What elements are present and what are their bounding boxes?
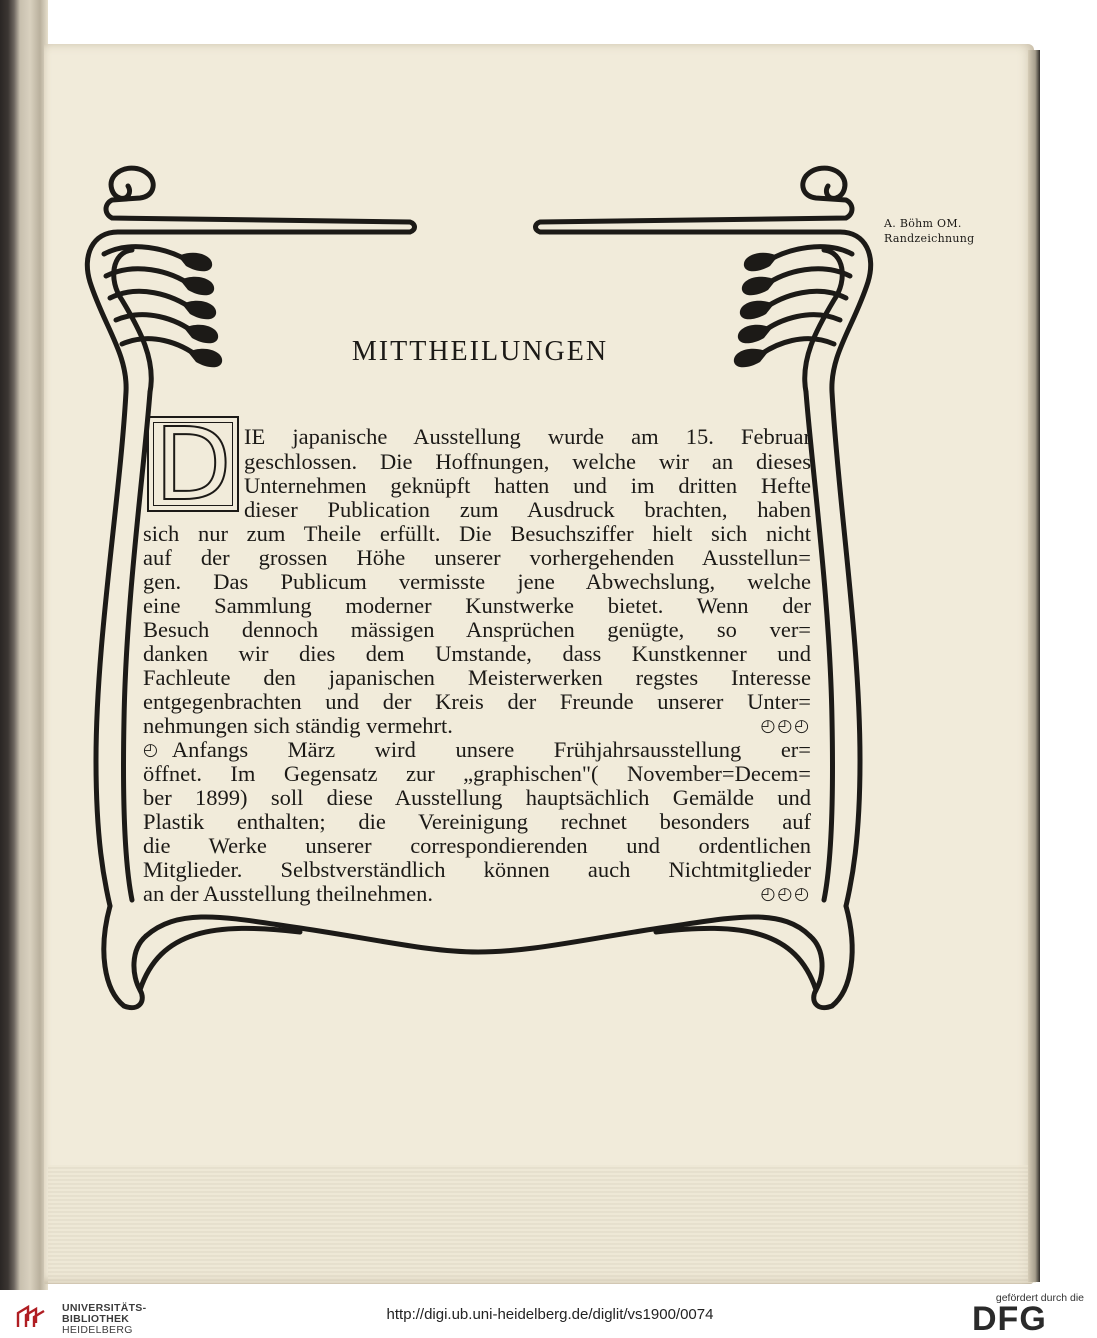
- text-line: Anfangs März wird unsere Frühjahrsausstellung er=: [171, 737, 811, 762]
- university-logo-icon[interactable]: [14, 1303, 56, 1329]
- paragraph-start-ornament: ◴: [143, 740, 158, 760]
- permalink-url[interactable]: http://digi.ub.uni-heidelberg.de/diglit/vs1900/0074: [386, 1306, 714, 1323]
- text-line: IE japanische Ausstellung wurde am 15. Februar: [244, 424, 811, 449]
- funder-label: gefördert durch die: [995, 1292, 1084, 1304]
- text-line: die Werke unserer correspondierenden und ordentlichen: [143, 833, 811, 858]
- paragraph-end-ornament: ◴◴◴: [760, 884, 811, 904]
- text-line: entgegenbrachten und der Kreis der Freunde unserer Unter=: [143, 689, 811, 714]
- text-line: sich nur zum Theile erfüllt. Die Besuchsziffer hielt sich nicht: [143, 521, 811, 546]
- library-line-2: BIBLIOTHEK: [62, 1313, 130, 1325]
- text-line: auf der grossen Höhe unserer vorhergehenden Ausstellun=: [143, 545, 811, 570]
- text-line: danken wir dies dem Umstande, dass Kunstkenner und: [143, 641, 811, 666]
- library-line-3: HEIDELBERG: [62, 1324, 133, 1336]
- caption-note: Randzeichnung: [884, 232, 975, 245]
- library-line-1: UNIVERSITÄTS-: [62, 1302, 147, 1314]
- dfg-logo[interactable]: DFG: [972, 1300, 1047, 1338]
- university-name[interactable]: [62, 1303, 146, 1336]
- text-line: Mitglieder. Selbstverständlich können auch Nichtmitglieder: [143, 857, 811, 882]
- text-line-with-lead-ornament: [143, 738, 811, 762]
- text-line: Fachleute den japanischen Meisterwerken regstes Interesse: [143, 665, 811, 690]
- text-line-with-ornament: [143, 714, 811, 738]
- text-line: gen. Das Publicum vermisste jene Abwechslung, welche: [143, 569, 811, 594]
- paragraph-end-ornament: ◴◴◴: [760, 716, 811, 736]
- drop-cap: [147, 406, 239, 523]
- text-line: nehmungen sich ständig vermehrt.: [143, 713, 453, 738]
- caption-artist: A. Böhm OM.: [884, 217, 962, 230]
- text-line: dieser Publication zum Ausdruck brachten, haben: [244, 497, 811, 522]
- text-line: eine Sammlung moderner Kunstwerke bietet. Wenn der: [143, 593, 811, 618]
- text-line: geschlossen. Die Hoffnungen, welche wir an dieses: [244, 449, 811, 474]
- page-title: MITTHEILUNGEN: [351, 336, 609, 367]
- text-line: Unternehmen geknüpft hatten und im dritten Hefte: [244, 473, 811, 498]
- text-line: ber 1899) soll diese Ausstellung hauptsächlich Gemälde und: [143, 785, 811, 810]
- text-line: öffnet. Im Gegensatz zur „graphischen"( November=Decem=: [143, 761, 811, 786]
- text-line-with-ornament: [143, 882, 811, 906]
- text-line: an der Ausstellung theilnehmen.: [143, 881, 433, 906]
- artist-caption: [884, 216, 994, 246]
- text-line: Besuch dennoch mässigen Ansprüchen genügte, so ver=: [143, 617, 811, 642]
- text-line: Plastik enthalten; die Vereinigung rechnet besonders auf: [143, 809, 811, 834]
- drop-cap-letter: D: [154, 406, 232, 523]
